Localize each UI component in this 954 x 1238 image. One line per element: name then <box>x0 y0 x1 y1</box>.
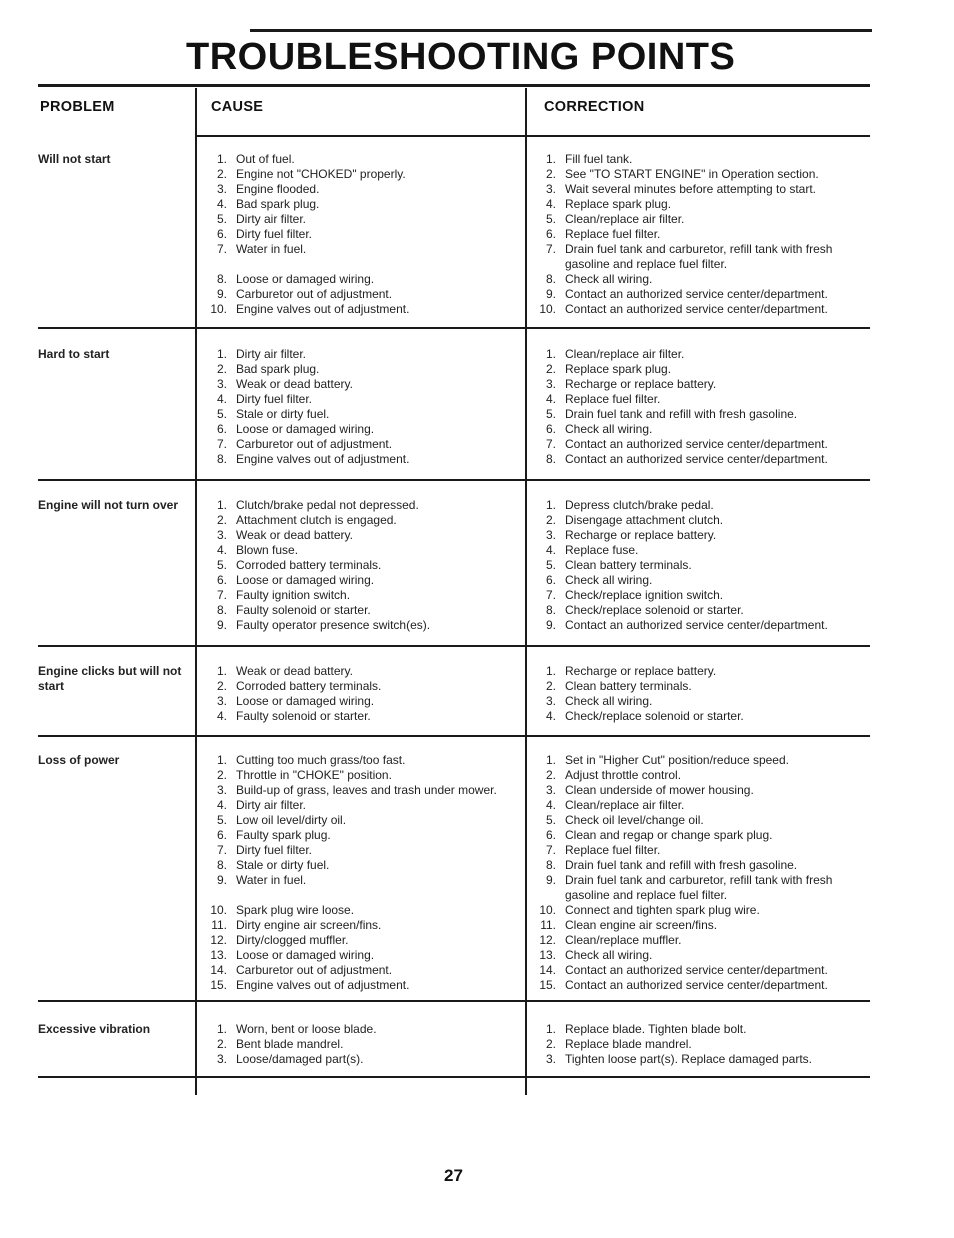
correction-item: 8. Contact an authorized service center/department. <box>545 452 828 466</box>
correction-item: 6. Check all wiring. <box>545 573 653 587</box>
cause-item: 7. Water in fuel. <box>216 242 307 256</box>
correction-item: 7. Check/replace ignition switch. <box>545 588 724 602</box>
cause-list <box>205 664 520 724</box>
cause-item: 1. Dirty air filter. <box>216 347 307 361</box>
cause-item: 3. Engine flooded. <box>216 182 320 196</box>
page-number: 27 <box>444 1166 463 1185</box>
cause-item: 2. Engine not "CHOKED" properly. <box>216 167 406 181</box>
cause-item: 4. Faulty solenoid or starter. <box>216 709 371 723</box>
cause-item: 2. Bent blade mandrel. <box>216 1037 344 1051</box>
section-rule <box>38 645 870 647</box>
cause-item: 10. Spark plug wire loose. <box>210 903 355 917</box>
correction-list <box>534 753 864 993</box>
cause-item: 6. Loose or damaged wiring. <box>216 422 375 436</box>
problem-label: Hard to start <box>38 347 110 361</box>
cause-item: 12. Dirty/clogged muffler. <box>210 933 349 947</box>
correction-item: 4. Clean/replace air filter. <box>545 798 685 812</box>
correction-list <box>534 664 864 724</box>
correction-item: 1. Depress clutch/brake pedal. <box>545 498 714 512</box>
correction-item: 6. Clean and regap or change spark plug. <box>545 828 773 842</box>
cause-item: 4. Blown fuse. <box>216 543 299 557</box>
correction-item: 6. Check all wiring. <box>545 422 653 436</box>
correction-item: 8. Check all wiring. <box>545 272 653 286</box>
correction-item: 2. Adjust throttle control. <box>545 768 682 782</box>
cause-item: 3. Weak or dead battery. <box>216 377 353 391</box>
correction-item: 3. Recharge or replace battery. <box>545 377 717 391</box>
correction-item: 3. Tighten loose part(s). Replace damaged parts. <box>545 1052 813 1066</box>
cause-item: 5. Dirty air filter. <box>216 212 307 226</box>
cause-item: 8. Faulty solenoid or starter. <box>216 603 371 617</box>
cause-list <box>205 347 520 467</box>
cause-item: 15. Engine valves out of adjustment. <box>210 978 410 992</box>
correction-item: 12. Clean/replace muffler. <box>539 933 682 947</box>
header-problem: PROBLEM <box>40 99 115 115</box>
correction-item: 7. Contact an authorized service center/department. <box>545 437 828 451</box>
header-correction: CORRECTION <box>544 99 645 115</box>
cause-item: 8. Engine valves out of adjustment. <box>216 452 410 466</box>
correction-item: 8. Check/replace solenoid or starter. <box>545 603 744 617</box>
cause-item: 2. Attachment clutch is engaged. <box>216 513 397 527</box>
cause-item: 1. Cutting too much grass/too fast. <box>216 753 406 767</box>
cause-item: 11. Dirty engine air screen/fins. <box>211 918 382 932</box>
cause-list <box>205 152 520 317</box>
correction-item: 5. Clean/replace air filter. <box>545 212 685 226</box>
cause-item: 1. Worn, bent or loose blade. <box>216 1022 377 1036</box>
correction-item: 13. Check all wiring. <box>539 948 653 962</box>
correction-item: 4. Replace spark plug. <box>545 197 672 211</box>
problem-label: Engine will not turn over <box>38 498 179 512</box>
cause-item: 9. Carburetor out of adjustment. <box>216 287 393 301</box>
correction-item: 4. Replace fuel filter. <box>545 392 661 406</box>
cause-item: 7. Faulty ignition switch. <box>216 588 351 602</box>
problem-label: Loss of power <box>38 753 120 767</box>
correction-item: 10. Connect and tighten spark plug wire. <box>539 903 760 917</box>
cause-item: 6. Faulty spark plug. <box>216 828 331 842</box>
cause-list <box>205 498 520 633</box>
correction-item: 9. Drain fuel tank and carburetor, refill tank with fresh gasoline and replace fuel filter. <box>545 873 833 902</box>
cause-item: 4. Dirty air filter. <box>216 798 307 812</box>
correction-item: 1. Fill fuel tank. <box>545 152 633 166</box>
cause-item: 13. Loose or damaged wiring. <box>210 948 375 962</box>
cause-item: 7. Carburetor out of adjustment. <box>216 437 393 451</box>
correction-item: 5. Drain fuel tank and refill with fresh gasoline. <box>545 407 798 421</box>
cause-item: 3. Loose/damaged part(s). <box>216 1052 364 1066</box>
correction-column-divider <box>525 88 527 1095</box>
correction-item: 4. Replace fuse. <box>545 543 639 557</box>
correction-item: 7. Drain fuel tank and carburetor, refill tank with fresh gasoline and replace fuel filter. <box>545 242 833 271</box>
correction-item: 2. Clean battery terminals. <box>545 679 692 693</box>
cause-item: 5. Low oil level/dirty oil. <box>216 813 347 827</box>
header-rule <box>196 135 870 137</box>
correction-item: 1. Replace blade. Tighten blade bolt. <box>545 1022 747 1036</box>
correction-list <box>534 347 864 467</box>
cause-item: 2. Bad spark plug. <box>216 362 320 376</box>
correction-item: 2. See "TO START ENGINE" in Operation section. <box>545 167 819 181</box>
correction-item: 14. Contact an authorized service center/department. <box>539 963 828 977</box>
cause-item: 6. Loose or damaged wiring. <box>216 573 375 587</box>
cause-item: 4. Bad spark plug. <box>216 197 320 211</box>
correction-item: 11. Clean engine air screen/fins. <box>540 918 718 932</box>
cause-item: 8. Stale or dirty fuel. <box>216 858 330 872</box>
cause-item: 3. Weak or dead battery. <box>216 528 353 542</box>
correction-item: 5. Clean battery terminals. <box>545 558 692 572</box>
correction-item: 2. Replace blade mandrel. <box>545 1037 692 1051</box>
cause-item: 2. Corroded battery terminals. <box>216 679 382 693</box>
cause-item: 8. Loose or damaged wiring. <box>216 272 375 286</box>
cause-item: 7. Dirty fuel filter. <box>216 843 313 857</box>
problem-label: Excessive vibration <box>38 1022 151 1036</box>
cause-item: 1. Weak or dead battery. <box>216 664 353 678</box>
cause-item: 1. Out of fuel. <box>216 152 295 166</box>
correction-item: 5. Check oil level/change oil. <box>545 813 704 827</box>
cause-item: 5. Stale or dirty fuel. <box>216 407 330 421</box>
correction-item: 7. Replace fuel filter. <box>545 843 661 857</box>
correction-item: 3. Clean underside of mower housing. <box>545 783 754 797</box>
correction-item: 1. Set in "Higher Cut" position/reduce speed. <box>545 753 789 767</box>
cause-item: 10. Engine valves out of adjustment. <box>210 302 410 316</box>
cause-list <box>205 1022 520 1067</box>
cause-item: 9. Faulty operator presence switch(es). <box>216 618 431 632</box>
correction-item: 3. Recharge or replace battery. <box>545 528 717 542</box>
cause-item: 4. Dirty fuel filter. <box>216 392 313 406</box>
correction-item: 2. Disengage attachment clutch. <box>545 513 724 527</box>
correction-item: 3. Wait several minutes before attempting to start. <box>545 182 816 196</box>
correction-item: 1. Recharge or replace battery. <box>545 664 717 678</box>
correction-item: 2. Replace spark plug. <box>545 362 672 376</box>
cause-item: 2. Throttle in "CHOKE" position. <box>216 768 392 782</box>
correction-item: 10. Contact an authorized service center/department. <box>539 302 828 316</box>
correction-item: 8. Drain fuel tank and refill with fresh gasoline. <box>545 858 798 872</box>
correction-item: 1. Clean/replace air filter. <box>545 347 685 361</box>
title-top-rule <box>250 29 872 32</box>
cause-item: 3. Loose or damaged wiring. <box>216 694 375 708</box>
table-bottom-rule <box>38 1076 870 1078</box>
cause-item: 9. Water in fuel. <box>216 873 307 887</box>
cause-list <box>205 753 520 993</box>
correction-item: 3. Check all wiring. <box>545 694 653 708</box>
correction-item: 9. Contact an authorized service center/department. <box>545 287 828 301</box>
header-cause: CAUSE <box>211 99 264 115</box>
section-rule <box>38 735 870 737</box>
section-rule <box>38 327 870 329</box>
title-bottom-rule <box>38 84 870 87</box>
cause-column-divider <box>195 88 197 1095</box>
page-title: TROUBLESHOOTING POINTS <box>186 36 736 78</box>
cause-item: 14. Carburetor out of adjustment. <box>210 963 393 977</box>
cause-item: 3. Build-up of grass, leaves and trash under mower. <box>216 783 497 797</box>
cause-item: 5. Corroded battery terminals. <box>216 558 382 572</box>
correction-item: 6. Replace fuel filter. <box>545 227 661 241</box>
correction-list <box>534 1022 864 1067</box>
correction-list <box>534 498 864 633</box>
correction-list <box>534 152 864 317</box>
correction-item: 9. Contact an authorized service center/department. <box>545 618 828 632</box>
cause-item: 6. Dirty fuel filter. <box>216 227 313 241</box>
correction-item: 4. Check/replace solenoid or starter. <box>545 709 744 723</box>
section-rule <box>38 479 870 481</box>
problem-label: Will not start <box>38 152 111 166</box>
section-rule <box>38 1000 870 1002</box>
cause-item: 1. Clutch/brake pedal not depressed. <box>216 498 419 512</box>
problem-label: Engine clicks but will not start <box>38 664 182 693</box>
correction-item: 15. Contact an authorized service center/department. <box>539 978 828 992</box>
